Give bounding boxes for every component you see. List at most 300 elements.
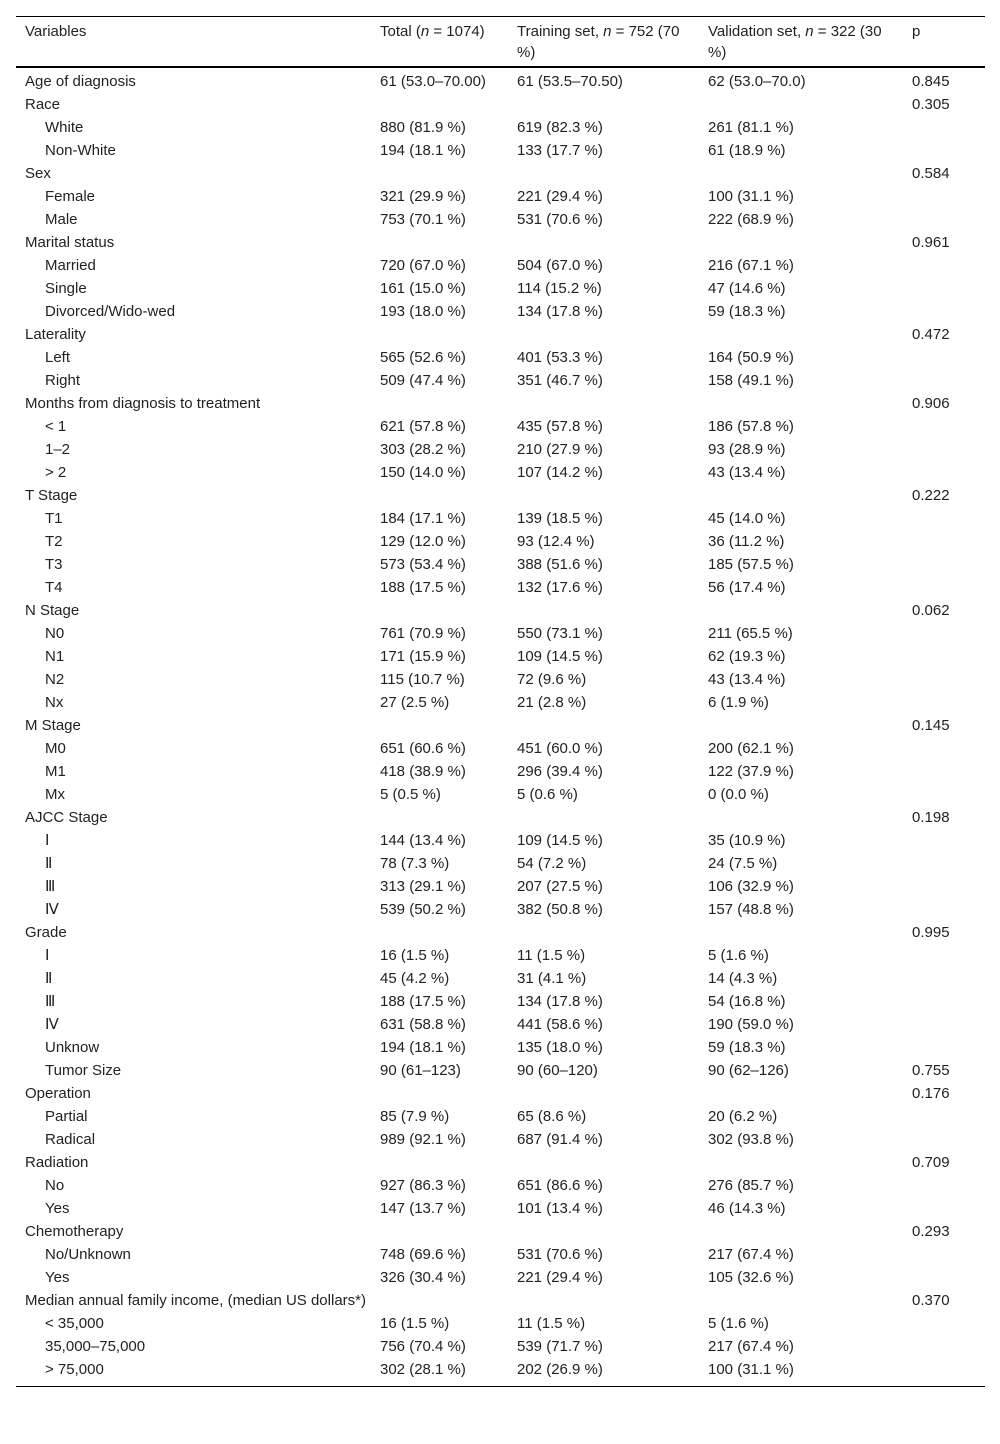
table-row [16, 323, 985, 346]
cell-label: Ⅳ [45, 1016, 59, 1033]
cell-training [508, 1151, 699, 1174]
cell-label: White [45, 119, 84, 136]
cell-label: Laterality [25, 326, 86, 343]
table-row [16, 622, 985, 645]
table-row [16, 737, 985, 760]
cell-validation: 59 (18.3 %) [708, 303, 786, 320]
cell-training: 134 (17.8 %) [517, 993, 603, 1010]
cell-label: Partial [45, 1108, 88, 1125]
cell-validation: 217 (67.4 %) [708, 1246, 794, 1263]
cell-total: 129 (12.0 %) [380, 533, 466, 550]
cell-p [903, 668, 985, 691]
cell-training: 435 (57.8 %) [517, 418, 603, 435]
cell-training: 93 (12.4 %) [517, 533, 595, 550]
table-row [16, 415, 985, 438]
cell-total: 27 (2.5 %) [380, 694, 450, 711]
cell-label: Single [45, 280, 87, 297]
cell-label: T Stage [25, 487, 78, 504]
table-row [16, 93, 985, 116]
cell-total: 194 (18.1 %) [380, 142, 466, 159]
cell-validation [699, 1151, 903, 1174]
cell-validation: 261 (81.1 %) [708, 119, 794, 136]
cell-label: N Stage [25, 602, 80, 619]
cell-total: 418 (38.9 %) [380, 763, 466, 780]
cell-p [903, 576, 985, 599]
header-total: Total (n = 1074) [380, 23, 485, 40]
table-row [16, 1243, 985, 1266]
cell-label: M Stage [25, 717, 81, 734]
cell-training: 550 (73.1 %) [517, 625, 603, 642]
cell-label: Yes [45, 1269, 70, 1286]
table-row [16, 346, 985, 369]
cell-validation: 211 (65.5 %) [708, 625, 793, 642]
cell-training: 221 (29.4 %) [517, 188, 603, 205]
cell-total: 144 (13.4 %) [380, 832, 466, 849]
table-row [16, 369, 985, 392]
cell-label: T1 [45, 510, 63, 527]
cell-training: 651 (86.6 %) [517, 1177, 603, 1194]
header-training: Training set, n = 752 (70 %) [517, 23, 680, 61]
cell-p [903, 737, 985, 760]
cell-label: No/Unknown [45, 1246, 131, 1263]
cell-label: Radical [45, 1131, 96, 1148]
cell-label: Ⅲ [45, 878, 56, 895]
cell-label: N1 [45, 648, 65, 665]
cell-p [903, 461, 985, 484]
cell-total: 115 (10.7 %) [380, 671, 465, 688]
cell-label: Age of diagnosis [25, 73, 136, 90]
cell-training: 11 (1.5 %) [517, 947, 586, 964]
cell-validation [699, 93, 903, 116]
cell-validation: 24 (7.5 %) [708, 855, 778, 872]
cell-label: < 35,000 [45, 1315, 104, 1332]
cell-total: 753 (70.1 %) [380, 211, 466, 228]
cell-total: 631 (58.8 %) [380, 1016, 466, 1033]
cell-label: T4 [45, 579, 63, 596]
cell-training: 441 (58.6 %) [517, 1016, 603, 1033]
cell-training [508, 714, 699, 737]
cell-total: 756 (70.4 %) [380, 1338, 466, 1355]
cell-training [508, 484, 699, 507]
table-row [16, 461, 985, 484]
table-row [16, 898, 985, 921]
table-row [16, 67, 985, 93]
table-row [16, 1358, 985, 1387]
cell-p: 0.370 [912, 1292, 950, 1309]
cell-total: 171 (15.9 %) [380, 648, 466, 665]
cell-validation: 276 (85.7 %) [708, 1177, 794, 1194]
cell-training [508, 323, 699, 346]
table-row [16, 967, 985, 990]
cell-p [903, 1128, 985, 1151]
cell-total [371, 484, 508, 507]
cell-validation: 302 (93.8 %) [708, 1131, 794, 1148]
cell-training [508, 392, 699, 415]
cell-label: Ⅰ [45, 832, 50, 849]
cell-validation [699, 231, 903, 254]
cell-training: 54 (7.2 %) [517, 855, 587, 872]
table-row [16, 208, 985, 231]
table-row [16, 484, 985, 507]
cell-validation [699, 484, 903, 507]
table-row [16, 944, 985, 967]
table-row [16, 921, 985, 944]
cell-p: 0.145 [912, 717, 950, 734]
cell-validation [699, 1220, 903, 1243]
cell-total [371, 1220, 508, 1243]
cell-total: 927 (86.3 %) [380, 1177, 466, 1194]
cell-p: 0.961 [912, 234, 950, 251]
cell-training: 539 (71.7 %) [517, 1338, 603, 1355]
cell-p [903, 1105, 985, 1128]
table-row [16, 553, 985, 576]
table-body [16, 67, 985, 1387]
cell-total: 193 (18.0 %) [380, 303, 466, 320]
cell-validation: 122 (37.9 %) [708, 763, 794, 780]
cell-validation: 14 (4.3 %) [708, 970, 778, 987]
cell-validation: 100 (31.1 %) [708, 1361, 794, 1378]
cell-validation [699, 599, 903, 622]
table-row [16, 1220, 985, 1243]
cell-training: 133 (17.7 %) [517, 142, 603, 159]
cell-label: 1–2 [45, 441, 71, 458]
cell-p [903, 1243, 985, 1266]
cell-total: 651 (60.6 %) [380, 740, 466, 757]
cell-validation [699, 323, 903, 346]
cell-validation: 61 (18.9 %) [708, 142, 786, 159]
cell-label: AJCC Stage [25, 809, 108, 826]
cell-total: 45 (4.2 %) [380, 970, 450, 987]
cell-total: 539 (50.2 %) [380, 901, 466, 918]
cell-training: 504 (67.0 %) [517, 257, 603, 274]
cell-training: 135 (18.0 %) [517, 1039, 603, 1056]
cell-p: 0.709 [912, 1154, 950, 1171]
cell-total: 565 (52.6 %) [380, 349, 466, 366]
cell-validation [699, 806, 903, 829]
cell-training [508, 806, 699, 829]
cell-training: 139 (18.5 %) [517, 510, 603, 527]
cell-total [371, 1151, 508, 1174]
table-row [16, 760, 985, 783]
cell-training: 114 (15.2 %) [517, 280, 602, 297]
cell-p [903, 875, 985, 898]
cell-p: 0.584 [912, 165, 950, 182]
cell-p [903, 116, 985, 139]
table-row [16, 392, 985, 415]
cell-validation: 6 (1.9 %) [708, 694, 769, 711]
cell-training: 401 (53.3 %) [517, 349, 603, 366]
cell-total: 90 (61–123) [380, 1062, 461, 1079]
cell-total: 194 (18.1 %) [380, 1039, 466, 1056]
cell-training: 207 (27.5 %) [517, 878, 603, 895]
cell-training: 107 (14.2 %) [517, 464, 603, 481]
cell-p [903, 300, 985, 323]
cell-training [508, 599, 699, 622]
cell-p: 0.845 [912, 73, 950, 90]
header-row [16, 17, 985, 68]
table-row [16, 1105, 985, 1128]
cell-p [903, 1335, 985, 1358]
cell-label: Non-White [45, 142, 116, 159]
table-row [16, 1197, 985, 1220]
cell-training [508, 1082, 699, 1105]
cell-total: 61 (53.0–70.00) [380, 73, 486, 90]
table-row [16, 231, 985, 254]
cell-total: 880 (81.9 %) [380, 119, 466, 136]
cell-training: 531 (70.6 %) [517, 1246, 603, 1263]
cell-training: 90 (60–120) [517, 1062, 598, 1079]
cell-training [508, 162, 699, 185]
cell-label: Race [25, 96, 61, 113]
cell-training: 351 (46.7 %) [517, 372, 603, 389]
table-row [16, 254, 985, 277]
cell-label: Marital status [25, 234, 115, 251]
cell-validation: 93 (28.9 %) [708, 441, 786, 458]
cell-training [508, 921, 699, 944]
cell-p [903, 691, 985, 714]
cell-total: 302 (28.1 %) [380, 1361, 466, 1378]
cell-training [508, 1220, 699, 1243]
cell-label: M1 [45, 763, 66, 780]
cell-label: Months from diagnosis to treatment [25, 395, 261, 412]
cell-label: Nx [45, 694, 64, 711]
cell-validation: 43 (13.4 %) [708, 671, 786, 688]
cell-validation: 100 (31.1 %) [708, 188, 794, 205]
cell-validation: 217 (67.4 %) [708, 1338, 794, 1355]
cell-validation [699, 1082, 903, 1105]
cell-p [903, 254, 985, 277]
cell-validation: 0 (0.0 %) [708, 786, 769, 803]
table-row [16, 1082, 985, 1105]
cell-p: 0.293 [912, 1223, 950, 1240]
cell-p: 0.222 [912, 487, 950, 504]
cell-training: 619 (82.3 %) [517, 119, 603, 136]
cell-total: 161 (15.0 %) [380, 280, 466, 297]
cell-p [903, 185, 985, 208]
cell-label: Grade [25, 924, 67, 941]
header-variables: Variables [25, 23, 87, 40]
cell-p [903, 1266, 985, 1289]
cell-total [371, 231, 508, 254]
cell-training: 388 (51.6 %) [517, 556, 603, 573]
cell-validation: 105 (32.6 %) [708, 1269, 794, 1286]
cell-validation [699, 714, 903, 737]
cell-training [508, 93, 699, 116]
cell-total: 16 (1.5 %) [380, 947, 450, 964]
cell-label: N0 [45, 625, 65, 642]
cell-p: 0.995 [912, 924, 950, 941]
cell-training: 451 (60.0 %) [517, 740, 603, 757]
cell-total [371, 1082, 508, 1105]
cell-label: > 75,000 [45, 1361, 104, 1378]
table-row [16, 162, 985, 185]
cell-total [371, 323, 508, 346]
table-row [16, 1289, 985, 1312]
cell-validation [699, 162, 903, 185]
cell-label: Married [45, 257, 96, 274]
cell-total: 188 (17.5 %) [380, 579, 466, 596]
table-row [16, 1036, 985, 1059]
cell-p [903, 553, 985, 576]
cell-total [371, 392, 508, 415]
cell-total: 573 (53.4 %) [380, 556, 466, 573]
table-row [16, 1335, 985, 1358]
cell-label: Left [45, 349, 71, 366]
header-validation: Validation set, n = 322 (30 %) [708, 23, 882, 61]
cell-label: Mx [45, 786, 65, 803]
cell-validation: 59 (18.3 %) [708, 1039, 786, 1056]
cell-label: Median annual family income, (median US dollars*) [25, 1292, 366, 1309]
cell-total: 321 (29.9 %) [380, 188, 466, 205]
table-row [16, 714, 985, 737]
table-row [16, 599, 985, 622]
cell-training: 109 (14.5 %) [517, 832, 603, 849]
cell-label: N2 [45, 671, 65, 688]
cell-p [903, 507, 985, 530]
cell-label: Yes [45, 1200, 70, 1217]
cell-training: 296 (39.4 %) [517, 763, 603, 780]
cell-training: 109 (14.5 %) [517, 648, 603, 665]
cell-p: 0.305 [912, 96, 950, 113]
cell-p [903, 645, 985, 668]
cell-label: T2 [45, 533, 63, 550]
cell-validation: 186 (57.8 %) [708, 418, 794, 435]
cell-label: < 1 [45, 418, 67, 435]
cell-validation: 20 (6.2 %) [708, 1108, 778, 1125]
cell-training: 202 (26.9 %) [517, 1361, 603, 1378]
cell-p [903, 622, 985, 645]
cell-total: 78 (7.3 %) [380, 855, 450, 872]
cell-training: 11 (1.5 %) [517, 1315, 586, 1332]
cell-training: 72 (9.6 %) [517, 671, 587, 688]
cell-total: 5 (0.5 %) [380, 786, 441, 803]
cell-training: 210 (27.9 %) [517, 441, 603, 458]
cell-total [371, 1289, 508, 1312]
cell-total [371, 714, 508, 737]
table-row [16, 116, 985, 139]
cell-validation: 46 (14.3 %) [708, 1200, 786, 1217]
cell-validation: 5 (1.6 %) [708, 947, 769, 964]
table-row [16, 139, 985, 162]
cell-p [903, 346, 985, 369]
cell-total: 85 (7.9 %) [380, 1108, 450, 1125]
cell-p [903, 1197, 985, 1220]
cell-total: 303 (28.2 %) [380, 441, 466, 458]
table-row [16, 806, 985, 829]
cell-training: 21 (2.8 %) [517, 694, 587, 711]
cell-validation: 36 (11.2 %) [708, 533, 785, 550]
cell-validation: 190 (59.0 %) [708, 1016, 794, 1033]
cell-p: 0.176 [912, 1085, 950, 1102]
cell-validation [699, 1289, 903, 1312]
cell-training: 221 (29.4 %) [517, 1269, 603, 1286]
cell-total: 621 (57.8 %) [380, 418, 466, 435]
cell-p [903, 1358, 985, 1387]
cell-p: 0.062 [912, 602, 950, 619]
cell-validation: 164 (50.9 %) [708, 349, 794, 366]
cell-label: Ⅱ [45, 855, 53, 872]
cell-validation: 56 (17.4 %) [708, 579, 786, 596]
cell-label: > 2 [45, 464, 67, 481]
cell-total [371, 93, 508, 116]
cell-total: 748 (69.6 %) [380, 1246, 466, 1263]
cell-validation: 5 (1.6 %) [708, 1315, 769, 1332]
characteristics-table [16, 16, 985, 1387]
cell-label: Ⅳ [45, 901, 59, 918]
table-row [16, 1059, 985, 1082]
cell-p [903, 1013, 985, 1036]
cell-validation: 216 (67.1 %) [708, 257, 794, 274]
cell-p [903, 990, 985, 1013]
cell-p [903, 415, 985, 438]
cell-label: Chemotherapy [25, 1223, 124, 1240]
cell-validation: 47 (14.6 %) [708, 280, 786, 297]
cell-validation: 90 (62–126) [708, 1062, 789, 1079]
cell-training: 531 (70.6 %) [517, 211, 603, 228]
table-row [16, 1266, 985, 1289]
cell-total [371, 921, 508, 944]
cell-validation: 62 (53.0–70.0) [708, 73, 806, 90]
table-row [16, 829, 985, 852]
cell-total [371, 806, 508, 829]
cell-validation: 35 (10.9 %) [708, 832, 786, 849]
cell-label: Tumor Size [45, 1062, 122, 1079]
table-row [16, 1312, 985, 1335]
cell-p [903, 829, 985, 852]
cell-label: 35,000–75,000 [45, 1338, 146, 1355]
cell-p: 0.198 [912, 809, 950, 826]
cell-p: 0.472 [912, 326, 950, 343]
cell-label: Right [45, 372, 81, 389]
cell-label: Female [45, 188, 96, 205]
cell-p [903, 277, 985, 300]
cell-p: 0.755 [912, 1062, 950, 1079]
cell-p [903, 1174, 985, 1197]
table-row [16, 990, 985, 1013]
cell-p [903, 898, 985, 921]
table-row [16, 691, 985, 714]
cell-training: 101 (13.4 %) [517, 1200, 603, 1217]
cell-validation: 43 (13.4 %) [708, 464, 786, 481]
cell-validation: 185 (57.5 %) [708, 556, 794, 573]
cell-label: Ⅰ [45, 947, 50, 964]
cell-total: 989 (92.1 %) [380, 1131, 466, 1148]
cell-validation: 158 (49.1 %) [708, 372, 794, 389]
cell-p [903, 852, 985, 875]
cell-training: 687 (91.4 %) [517, 1131, 603, 1148]
cell-label: Ⅱ [45, 970, 53, 987]
cell-p [903, 530, 985, 553]
cell-total: 313 (29.1 %) [380, 878, 466, 895]
cell-training: 65 (8.6 %) [517, 1108, 587, 1125]
cell-validation: 222 (68.9 %) [708, 211, 794, 228]
cell-total: 326 (30.4 %) [380, 1269, 466, 1286]
cell-total: 509 (47.4 %) [380, 372, 466, 389]
cell-label: Ⅲ [45, 993, 56, 1010]
cell-training: 61 (53.5–70.50) [517, 73, 623, 90]
cell-training [508, 231, 699, 254]
cell-total: 150 (14.0 %) [380, 464, 466, 481]
table-row [16, 277, 985, 300]
cell-training: 31 (4.1 %) [517, 970, 587, 987]
cell-p [903, 1036, 985, 1059]
cell-p [903, 139, 985, 162]
cell-validation: 200 (62.1 %) [708, 740, 794, 757]
cell-validation: 106 (32.9 %) [708, 878, 794, 895]
cell-validation: 62 (19.3 %) [708, 648, 786, 665]
cell-total: 16 (1.5 %) [380, 1315, 450, 1332]
table-row [16, 783, 985, 806]
